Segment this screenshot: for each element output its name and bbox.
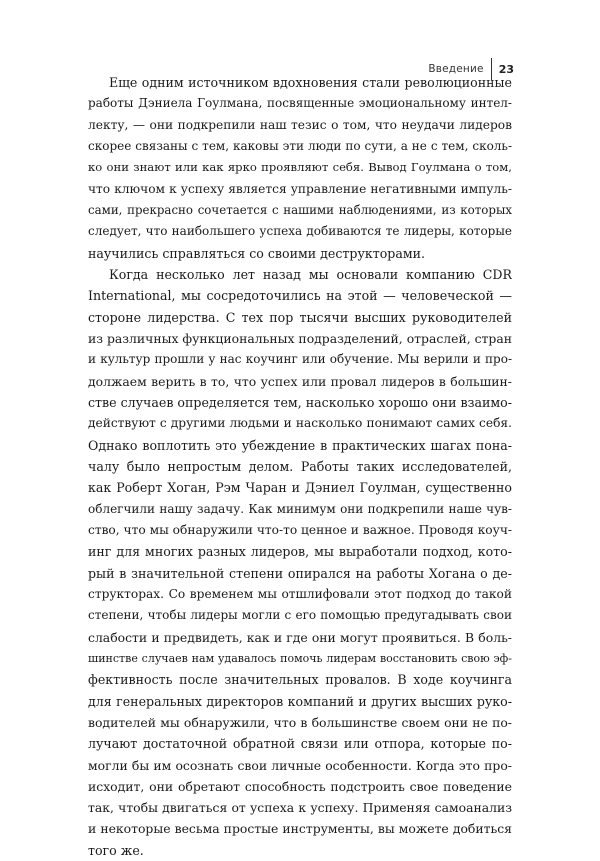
text-line: из различных функциональных подразделений, отраслей, стран [88,330,512,346]
text-line: структорах. Со временем мы отшлифовали этот подход до такой [88,586,512,601]
text-line: и некоторые весьма простые инструменты, вы можете добиться [88,821,512,837]
text-line: действуют с другими людьми и насколько понимают самих себя. [88,416,512,431]
text-line: что ключом к успеху является управление негативными импуль- [88,181,512,196]
text-line: ство, что мы обнаружили что-то ценное и важное. Проводя коуч- [88,522,512,537]
body-text [88,72,512,861]
page-number: 23 [498,62,514,76]
text-line: облегчили нашу задачу. Как минимум они подкрепили наше чув- [88,501,512,516]
text-line: должаем верить в то, что успех или провал лидеров в большин- [88,373,512,389]
text-line: стве случаев определяется тем, насколько хорошо они взаимо- [88,394,512,410]
paragraph-1 [88,72,512,264]
text-line: International, мы сосредоточились на этой — человеческой — [88,288,512,304]
text-line: шинстве случаев нам удавалось помочь лидерам восстановить свою эф- [88,651,512,665]
text-line: Когда несколько лет назад мы основали компанию CDR [109,266,512,282]
text-line: лучают достаточной обратной связи или отпора, которые по- [88,736,512,752]
text-line: сами, прекрасно сочетается с нашими наблюдениями, из которых [88,202,512,217]
text-line: Однако воплотить это убеждение в практических шагах пона- [88,437,512,453]
text-line: Еще одним источником вдохновения стали революционные [109,75,512,90]
text-line: исходит, они обретают способность подстроить свое поведение [88,778,512,794]
text-line: работы Дэниела Гоулмана, посвященные эмоциональному интел- [88,96,512,111]
text-line: и культур прошли у нас коучинг или обучение. Мы верили и про- [88,352,512,367]
text-line: рый в значительной степени опирался на работы Хогана о де- [88,565,512,581]
text-line: научились справляться со своими деструкторами. [88,245,426,261]
text-line: так, чтобы двигаться от успеха к успеху. Применяя самоанализ [88,800,512,816]
text-line: могли бы им осознать свои личные особенности. Когда это про- [88,757,512,773]
text-line: слабости и предвидеть, как и где они могут проявиться. В боль- [88,629,512,645]
text-line: для генеральных директоров компаний и других высших руко- [88,693,512,709]
text-line: скорее связаны с тем, каковы эти люди по сути, а не с тем, сколь- [88,138,512,153]
text-line: чалу было непростым делом. Работы таких исследователей, [88,458,512,474]
text-line: фективность после значительных провалов. В ходе коучинга [88,672,512,688]
text-line: как Роберт Хоган, Рэм Чаран и Дэниел Гоулман, существенно [88,480,512,496]
section-title: Введение [428,63,484,75]
paragraph-2 [88,264,512,861]
text-line: степени, чтобы лидеры могли с его помощью предугадывать свои [88,608,512,623]
text-line: инг для многих разных лидеров, мы выработали подход, кото- [88,544,512,560]
text-line: того же. [88,842,144,858]
text-line: водителей мы обнаружили, что в большинстве своем они не по- [88,714,512,730]
text-line: ко они знают или как ярко проявляют себя. Вывод Гоулмана о том, [88,160,512,175]
text-line: следует, что наибольшего успеха добиваются те лидеры, которые [88,224,512,239]
text-line: лекту, — они подкрепили наш тезис о том, что неудачи лидеров [88,117,512,132]
text-line: стороне лидерства. С тех пор тысячи высших руководителей [88,309,512,325]
